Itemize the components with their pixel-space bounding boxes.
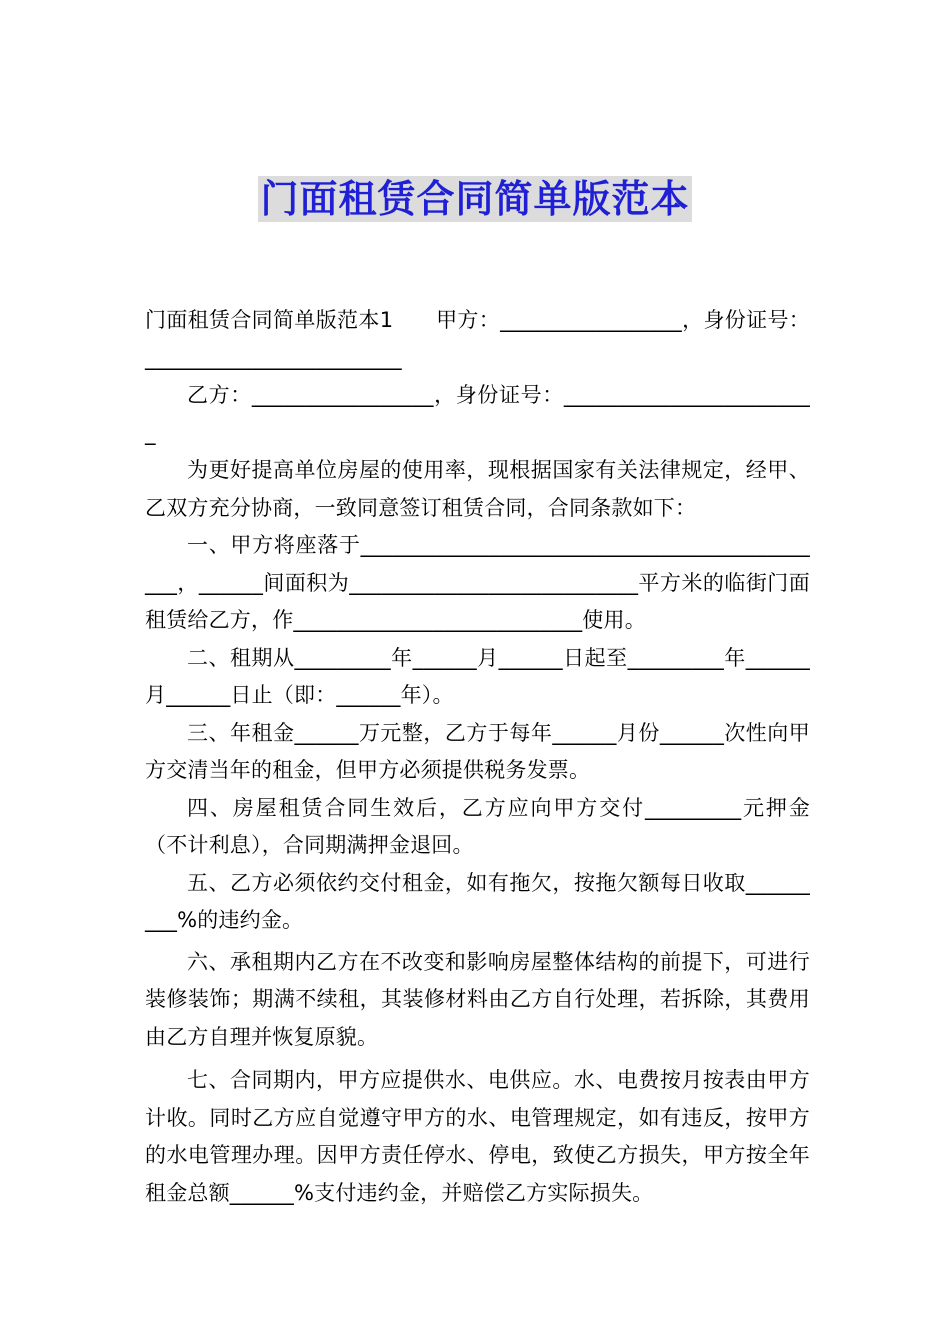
paragraph-clause-6: 六、承租期内乙方在不改变和影响房屋整体结构的前提下，可进行装修装饰；期满不续租，其装修材料由乙方自行处理，若拆除，其费用由乙方自理并恢复原貌。	[145, 949, 810, 1049]
paragraph-clause-1: 一、甲方将座落于_____________________________________________，______间面积为___________________________平方米的临街门面租赁给乙方，作___________________________使用。	[145, 533, 810, 632]
paragraph-party-b: 乙方：_________________，身份证号：________________________	[145, 383, 810, 445]
title-wrap	[0, 176, 950, 222]
paragraph-clause-4: 四、房屋租赁合同生效后，乙方应向甲方交付_________元押金（不计利息），合同期满押金退回。	[145, 795, 810, 857]
page-title: 门面租赁合同简单版范本	[260, 177, 690, 221]
paragraph-clause-2: 二、租期从_________年______月______日起至_________年______月______日止（即：______年）。	[145, 645, 810, 707]
paragraph-clause-7: 七、合同期内，甲方应提供水、电供应。水、电费按月按表由甲方计收。同时乙方应自觉遵守甲方的水、电管理规定，如有违反，按甲方的水电管理办理。因甲方责任停水、停电，致使乙方损失，甲方按全年租金总额______%支付违约金，并赔偿乙方实际损失。	[145, 1068, 810, 1205]
paragraph-preamble: 为更好提高单位房屋的使用率，现根据国家有关法律规定，经甲、乙双方充分协商，一致同意签订租赁合同，合同条款如下：	[145, 458, 810, 520]
paragraph-clause-3: 三、年租金______万元整，乙方于每年______月份______次性向甲方交清当年的租金，但甲方必须提供税务发票。	[145, 720, 810, 782]
document-body	[145, 302, 810, 1212]
paragraph-clause-5: 五、乙方必须依约交付租金，如有拖欠，按拖欠额每日收取_________%的违约金。	[145, 870, 810, 932]
paragraph-intro-party-a: 门面租赁合同简单版范本1 甲方：_________________，身份证号：________________________	[145, 308, 810, 370]
